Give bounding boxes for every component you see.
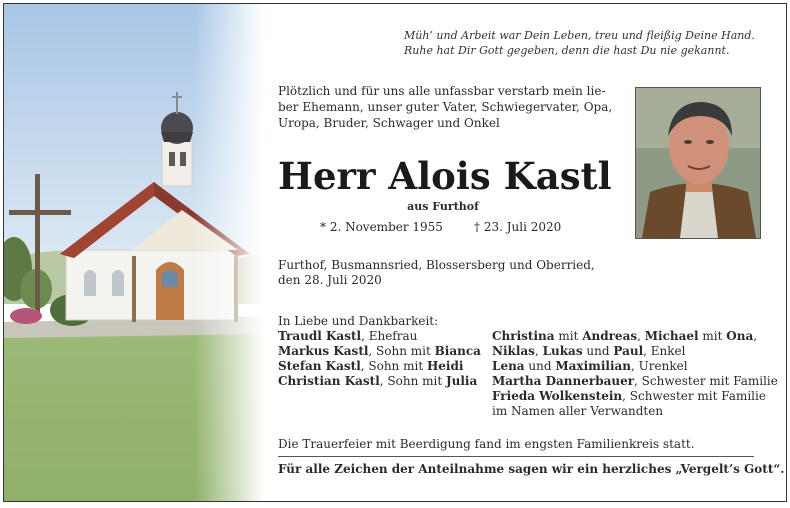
mourner-name: Lena — [492, 359, 525, 373]
mourner-name: Stefan Kastl — [278, 359, 361, 373]
date-line: den 28. Juli 2020 — [278, 273, 382, 287]
mourner-name: Christina — [492, 329, 555, 343]
thanks-line: Für alle Zeichen der Anteilnahme sagen wir ein herzliches „Vergelt’s Gott“. — [278, 462, 785, 476]
mourner-partner: Heidi — [426, 359, 464, 373]
verse-line: Müh’ und Arbeit war Dein Leben, treu und fleißig Deine Hand. — [404, 29, 755, 42]
mourner-line — [492, 374, 778, 389]
verse — [404, 28, 764, 58]
place-date — [278, 258, 608, 288]
mourner-line — [492, 329, 764, 344]
verse-line: Ruhe hat Dir Gott gegeben, denn die hast Du nie gekannt. — [404, 44, 730, 57]
death-date: † 23. Juli 2020 — [474, 220, 562, 234]
connector: und — [524, 359, 556, 373]
mourner-name: Martha Dannerbauer — [492, 374, 635, 388]
mourner-name: Lukas — [542, 344, 583, 358]
mourner-line — [278, 329, 488, 344]
divider — [278, 456, 754, 457]
mourner-relation: , Sohn mit — [368, 344, 435, 358]
mourner-name: Paul — [613, 344, 644, 358]
mourner-line — [492, 344, 764, 359]
mourner-line — [492, 389, 764, 404]
mourners-left-column — [278, 314, 488, 389]
mourner-relation: , Schwester mit Familie — [634, 374, 778, 388]
mourner-line — [492, 359, 764, 374]
mourner-name: Ona — [726, 329, 754, 343]
mourner-line — [278, 374, 488, 389]
connector: , — [534, 344, 543, 358]
mourner-relation: , Schwester mit Familie — [622, 389, 766, 403]
place-line: Furthof, Busmannsried, Blossersberg und Oberried, — [278, 258, 595, 272]
mourner-relation: , Urenkel — [631, 359, 688, 373]
mourner-partner: Bianca — [434, 344, 481, 358]
connector: mit — [698, 329, 727, 343]
mourner-relation: , Sohn mit — [379, 374, 446, 388]
mourner-line — [278, 359, 488, 374]
connector: und — [582, 344, 614, 358]
mourner-name: Michael — [644, 329, 699, 343]
connector: , — [753, 329, 758, 343]
mourner-line — [278, 344, 488, 359]
mourner-name: Christian Kastl — [278, 374, 380, 388]
mourner-name: Frieda Wolkenstein — [492, 389, 623, 403]
announcement-line: ber Ehemann, unser guter Vater, Schwiegervater, Opa, — [278, 100, 613, 114]
obituary-notice — [3, 3, 787, 502]
announcement-text — [278, 83, 618, 131]
mourner-relation: , Ehefrau — [361, 329, 418, 343]
connector: , — [637, 329, 645, 343]
deceased-origin: aus Furthof — [407, 200, 479, 213]
portrait-photo — [635, 87, 761, 239]
mourner-relation: , Enkel — [643, 344, 686, 358]
funeral-note: Die Trauerfeier mit Beerdigung fand im engsten Familienkreis statt. — [278, 437, 695, 451]
mourner-name: Niklas — [492, 344, 535, 358]
announcement-line: Uropa, Bruder, Schwager und Onkel — [278, 116, 500, 130]
mourner-name: Maximilian — [555, 359, 632, 373]
birth-date: * 2. November 1955 — [320, 220, 443, 234]
photo-fade — [194, 4, 264, 502]
mourner-name: Traudl Kastl — [278, 329, 362, 343]
mourner-name: Andreas — [582, 329, 638, 343]
deceased-name: Herr Alois Kastl — [278, 154, 612, 198]
mourner-partner: Julia — [445, 374, 478, 388]
mourner-line: im Namen aller Verwandten — [492, 404, 664, 418]
mourners-right-column — [492, 329, 778, 419]
mourner-name: Markus Kastl — [278, 344, 369, 358]
mourner-relation: , Sohn mit — [360, 359, 427, 373]
connector: mit — [554, 329, 583, 343]
mourners-heading: In Liebe und Dankbarkeit: — [278, 314, 439, 328]
announcement-line: Plötzlich und für uns alle unfassbar verstarb mein lie- — [278, 84, 606, 98]
